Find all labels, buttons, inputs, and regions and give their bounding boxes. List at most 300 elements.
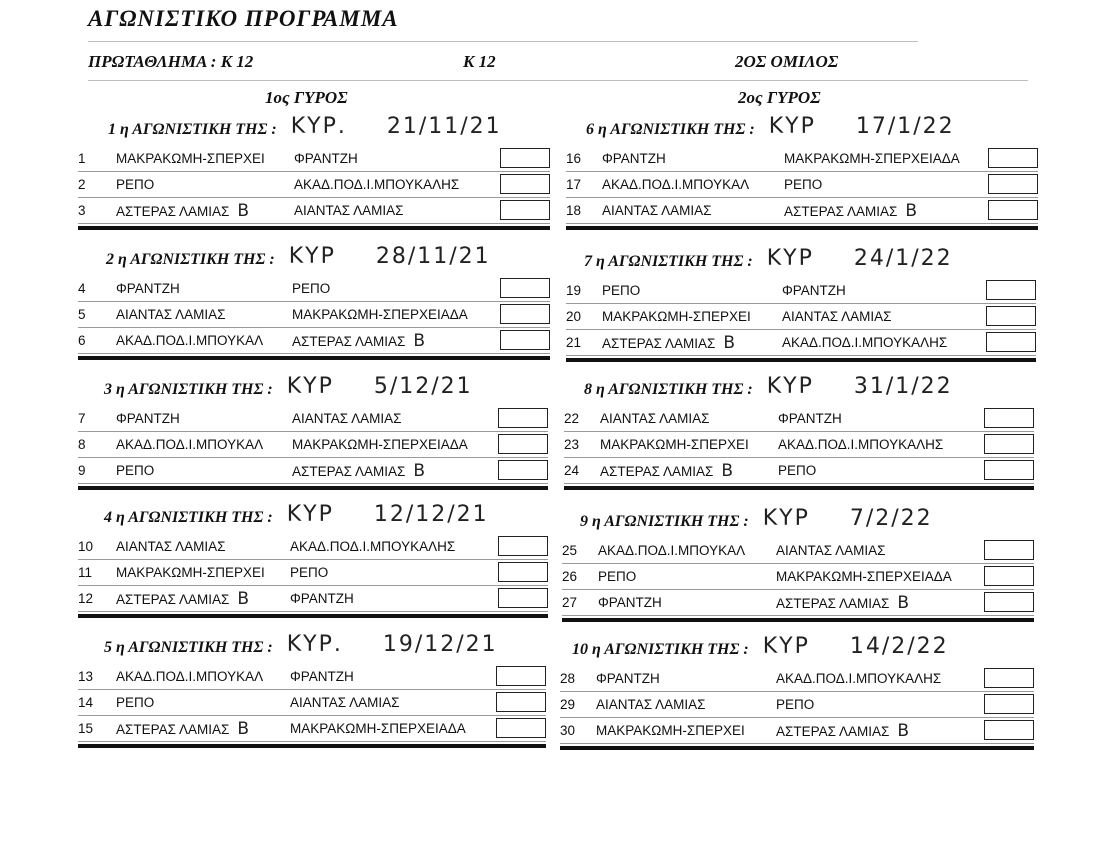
away-team: [776, 692, 814, 718]
handwritten-venue: ΚΥΡ: [768, 114, 816, 139]
away-team-name: ΦΡΑΝΤΖΗ: [290, 591, 354, 606]
group-label: 2ΟΣ ΟΜΙΛΟΣ: [735, 52, 839, 71]
handwritten-venue: ΚΥΡ: [762, 506, 810, 531]
match-number: 24: [564, 463, 580, 478]
away-team-name: ΡΕΠΟ: [784, 177, 823, 192]
matchday-header: [562, 506, 1034, 536]
match-row: [78, 458, 548, 484]
match-row: [560, 692, 1034, 718]
away-team: [294, 172, 459, 198]
away-team: [292, 328, 425, 355]
matchday-label: 6 η ΑΓΩΝΙΣΤΙΚΗ ΤΗΣ :: [586, 121, 755, 138]
home-team-name: ΡΕΠΟ: [116, 695, 155, 710]
match-number: 26: [562, 569, 578, 584]
handwritten-venue: ΚΥΡ: [762, 634, 810, 659]
score-box[interactable]: [496, 692, 546, 712]
home-team: [116, 198, 249, 225]
home-team-name: ΦΡΑΝΤΖΗ: [116, 411, 180, 426]
home-team-name: ΡΕΠΟ: [116, 463, 155, 478]
handwritten-mark: B: [237, 589, 249, 609]
away-team-name: ΑΚΑΔ.ΠΟΔ.Ι.ΜΠΟΥΚΑΛΗΣ: [294, 177, 460, 192]
home-team-name: ΡΕΠΟ: [116, 177, 155, 192]
away-team: [294, 198, 403, 224]
home-team: [116, 406, 180, 432]
score-box[interactable]: [984, 540, 1034, 560]
home-team-name: ΜΑΚΡΑΚΩΜΗ-ΣΠΕΡΧΕΙ: [116, 565, 265, 580]
away-team-name: ΑΣΤΕΡΑΣ ΛΑΜΙΑΣ: [776, 724, 890, 739]
matchday-label: 10 η ΑΓΩΝΙΣΤΙΚΗ ΤΗΣ :: [572, 641, 749, 658]
handwritten-venue: ΚΥΡ: [286, 374, 334, 399]
away-team: [784, 198, 917, 225]
match-row: [78, 302, 550, 328]
handwritten-mark: B: [413, 461, 425, 481]
home-team: [116, 534, 225, 560]
away-team: [292, 302, 468, 328]
score-box[interactable]: [498, 460, 548, 480]
match-number: 11: [78, 565, 93, 580]
match-number: 3: [78, 203, 86, 218]
match-row: [566, 198, 1038, 224]
away-team-name: ΑΣΤΕΡΑΣ ΛΑΜΙΑΣ: [292, 464, 406, 479]
match-row: [78, 406, 548, 432]
row-divider: [562, 615, 1034, 616]
row-divider: [566, 355, 1036, 356]
matchday-label: 3 η ΑΓΩΝΙΣΤΙΚΗ ΤΗΣ :: [104, 381, 273, 398]
away-team: [292, 406, 401, 432]
section-rule: [78, 356, 550, 360]
section-rule: [78, 226, 550, 230]
match-row: [562, 538, 1034, 564]
match-number: 13: [78, 669, 94, 684]
away-team-name: ΜΑΚΡΑΚΩΜΗ-ΣΠΕΡΧΕΙΑΔΑ: [784, 151, 960, 166]
home-team-name: ΑΙΑΝΤΑΣ ΛΑΜΙΑΣ: [116, 539, 226, 554]
handwritten-date: 12/12/21: [373, 502, 489, 527]
match-row: [78, 146, 550, 172]
home-team-name: ΑΣΤΕΡΑΣ ΛΑΜΙΑΣ: [602, 336, 716, 351]
matchday-block: [564, 374, 1034, 496]
handwritten-date-note: [763, 634, 949, 659]
score-box[interactable]: [500, 304, 550, 324]
matchday-header: [78, 502, 548, 532]
away-team-name: ΦΡΑΝΤΖΗ: [778, 411, 842, 426]
match-number: 25: [562, 543, 578, 558]
score-box[interactable]: [500, 200, 550, 220]
matchday-block: [566, 246, 1036, 368]
match-row: [78, 276, 550, 302]
away-team: [290, 534, 455, 560]
home-team: [116, 690, 154, 716]
handwritten-date: 5/12/21: [373, 374, 473, 399]
away-team-name: ΑΚΑΔ.ΠΟΔ.Ι.ΜΠΟΥΚΑΛΗΣ: [782, 335, 948, 350]
matchday-header: [78, 374, 548, 404]
away-team-name: ΑΣΤΕΡΑΣ ΛΑΜΙΑΣ: [776, 596, 890, 611]
home-team-name: ΜΑΚΡΑΚΩΜΗ-ΣΠΕΡΧΕΙ: [602, 309, 751, 324]
home-team-name: ΑΣΤΕΡΑΣ ΛΑΜΙΑΣ: [600, 464, 714, 479]
matchday-label: 9 η ΑΓΩΝΙΣΤΙΚΗ ΤΗΣ :: [580, 513, 749, 530]
away-team: [290, 560, 328, 586]
home-team-name: ΦΡΑΝΤΖΗ: [596, 671, 660, 686]
match-row: [562, 564, 1034, 590]
match-row: [78, 586, 548, 612]
home-team-name: ΦΡΑΝΤΖΗ: [602, 151, 666, 166]
away-team-name: ΡΕΠΟ: [290, 565, 329, 580]
match-number: 5: [78, 307, 86, 322]
match-number: 29: [560, 697, 576, 712]
matchday-label: 2 η ΑΓΩΝΙΣΤΙΚΗ ΤΗΣ :: [106, 251, 275, 268]
score-box[interactable]: [500, 148, 550, 168]
away-team-name: ΜΑΚΡΑΚΩΜΗ-ΣΠΕΡΧΕΙΑΔΑ: [292, 307, 468, 322]
match-row: [78, 198, 550, 224]
score-box[interactable]: [500, 278, 550, 298]
handwritten-mark: B: [905, 201, 917, 221]
match-number: 18: [566, 203, 582, 218]
home-team-name: ΑΣΤΕΡΑΣ ΛΑΜΙΑΣ: [116, 592, 230, 607]
home-team: [116, 458, 154, 484]
section-rule: [78, 744, 546, 748]
handwritten-mark: B: [413, 331, 425, 351]
matchday-label: 1 η ΑΓΩΝΙΣΤΙΚΗ ΤΗΣ :: [108, 121, 277, 138]
handwritten-date: 21/11/21: [386, 114, 502, 139]
score-box[interactable]: [986, 280, 1036, 300]
first-round-heading: 1ος ΓΥΡΟΣ: [265, 88, 348, 107]
row-divider: [78, 611, 548, 612]
match-number: 22: [564, 411, 580, 426]
section-rule: [560, 746, 1034, 750]
score-box[interactable]: [984, 668, 1034, 688]
home-team: [116, 146, 265, 172]
away-team-name: ΑΣΤΕΡΑΣ ΛΑΜΙΑΣ: [784, 204, 898, 219]
row-divider: [78, 223, 550, 224]
match-number: 15: [78, 721, 94, 736]
handwritten-date-note: [287, 502, 489, 527]
matchday-header: [78, 632, 546, 662]
home-team: [116, 328, 263, 354]
home-team-name: ΑΙΑΝΤΑΣ ΛΑΜΙΑΣ: [596, 697, 706, 712]
home-team: [602, 278, 640, 304]
score-box[interactable]: [498, 536, 548, 556]
match-row: [78, 664, 546, 690]
info-rule: [88, 80, 1028, 81]
away-team-name: ΜΑΚΡΑΚΩΜΗ-ΣΠΕΡΧΕΙΑΔΑ: [292, 437, 468, 452]
handwritten-date-note: [289, 244, 491, 269]
matchday-header: [560, 634, 1034, 664]
handwritten-date: 14/2/22: [849, 634, 949, 659]
match-row: [564, 432, 1034, 458]
away-team: [784, 172, 822, 198]
score-box[interactable]: [496, 718, 546, 738]
handwritten-date-note: [287, 374, 473, 399]
away-team: [290, 690, 399, 716]
home-team-name: ΡΕΠΟ: [602, 283, 641, 298]
score-box[interactable]: [500, 330, 550, 350]
home-team-name: ΑΣΤΕΡΑΣ ΛΑΜΙΑΣ: [116, 204, 230, 219]
score-box[interactable]: [984, 408, 1034, 428]
matchday-label: 8 η ΑΓΩΝΙΣΤΙΚΗ ΤΗΣ :: [584, 381, 753, 398]
section-rule: [78, 486, 548, 490]
matchday-label: 7 η ΑΓΩΝΙΣΤΙΚΗ ΤΗΣ :: [584, 253, 753, 270]
away-team-name: ΡΕΠΟ: [292, 281, 331, 296]
home-team-name: ΑΚΑΔ.ΠΟΔ.Ι.ΜΠΟΥΚΑΛ: [598, 543, 746, 558]
home-team-name: ΑΚΑΔ.ΠΟΔ.Ι.ΜΠΟΥΚΑΛ: [602, 177, 750, 192]
score-box[interactable]: [988, 200, 1038, 220]
away-team: [776, 538, 885, 564]
away-team: [784, 146, 960, 172]
score-box[interactable]: [498, 588, 548, 608]
match-number: 10: [78, 539, 94, 554]
match-number: 1: [78, 151, 86, 166]
handwritten-mark: B: [721, 461, 733, 481]
match-row: [78, 560, 548, 586]
handwritten-date: 19/12/21: [382, 632, 498, 657]
away-team: [290, 664, 354, 690]
away-team-name: ΦΡΑΝΤΖΗ: [290, 669, 354, 684]
match-row: [566, 304, 1036, 330]
handwritten-mark: B: [897, 721, 909, 741]
match-row: [566, 278, 1036, 304]
away-team-name: ΑΚΑΔ.ΠΟΔ.Ι.ΜΠΟΥΚΑΛΗΣ: [778, 437, 944, 452]
home-team-name: ΑΙΑΝΤΑΣ ΛΑΜΙΑΣ: [116, 307, 226, 322]
handwritten-date: 7/2/22: [849, 506, 933, 531]
home-team: [602, 146, 666, 172]
handwritten-venue: ΚΥΡ: [286, 502, 334, 527]
section-rule: [78, 614, 548, 618]
away-team: [290, 586, 354, 612]
match-number: 19: [566, 283, 582, 298]
score-box[interactable]: [984, 592, 1034, 612]
away-team: [290, 716, 466, 742]
away-team: [782, 304, 891, 330]
away-team-name: ΑΙΑΝΤΑΣ ΛΑΜΙΑΣ: [290, 695, 400, 710]
home-team: [602, 330, 735, 357]
score-box[interactable]: [986, 306, 1036, 326]
home-team-name: ΑΙΑΝΤΑΣ ΛΑΜΙΑΣ: [600, 411, 710, 426]
match-row: [78, 172, 550, 198]
away-team-name: ΑΚΑΔ.ΠΟΔ.Ι.ΜΠΟΥΚΑΛΗΣ: [776, 671, 942, 686]
second-round-heading: 2ος ΓΥΡΟΣ: [738, 88, 821, 107]
handwritten-venue: ΚΥΡ.: [290, 114, 347, 139]
handwritten-date: 17/1/22: [855, 114, 955, 139]
home-team: [596, 692, 705, 718]
matchday-block: [560, 634, 1034, 756]
match-number: 21: [566, 335, 582, 350]
match-number: 17: [566, 177, 582, 192]
away-team-name: ΑΙΑΝΤΑΣ ΛΑΜΙΑΣ: [782, 309, 892, 324]
home-team: [600, 432, 749, 458]
home-team: [116, 716, 249, 743]
home-team: [600, 406, 709, 432]
title-rule: [88, 41, 918, 42]
match-number: 28: [560, 671, 576, 686]
home-team: [116, 276, 180, 302]
home-team: [602, 198, 711, 224]
match-row: [78, 690, 546, 716]
matchday-header: [78, 244, 550, 274]
match-row: [566, 146, 1038, 172]
section-rule: [566, 226, 1038, 230]
home-team: [598, 564, 636, 590]
row-divider: [78, 483, 548, 484]
away-team: [292, 432, 468, 458]
home-team-name: ΑΣΤΕΡΑΣ ΛΑΜΙΑΣ: [116, 722, 230, 737]
document-title: ΑΓΩΝΙΣΤΙΚΟ ΠΡΟΓΡΑΜΜΑ: [88, 6, 399, 31]
away-team-name: ΑΣΤΕΡΑΣ ΛΑΜΙΑΣ: [292, 334, 406, 349]
handwritten-date-note: [287, 632, 498, 657]
home-team: [596, 718, 745, 744]
handwritten-date: 28/11/21: [375, 244, 491, 269]
handwritten-date-note: [763, 506, 933, 531]
away-team-name: ΦΡΑΝΤΖΗ: [294, 151, 358, 166]
handwritten-date: 24/1/22: [853, 246, 953, 271]
home-team: [116, 302, 225, 328]
handwritten-mark: B: [237, 719, 249, 739]
home-team-name: ΡΕΠΟ: [598, 569, 637, 584]
home-team-name: ΜΑΚΡΑΚΩΜΗ-ΣΠΕΡΧΕΙ: [596, 723, 745, 738]
handwritten-date-note: [767, 246, 953, 271]
away-team-name: ΑΙΑΝΤΑΣ ΛΑΜΙΑΣ: [292, 411, 402, 426]
section-rule: [564, 486, 1034, 490]
home-team: [600, 458, 733, 485]
match-number: 16: [566, 151, 582, 166]
matchday-block: [78, 114, 550, 236]
home-team-name: ΦΡΑΝΤΖΗ: [598, 595, 662, 610]
match-number: 7: [78, 411, 86, 426]
row-divider: [566, 223, 1038, 224]
home-team-name: ΦΡΑΝΤΖΗ: [116, 281, 180, 296]
matchday-block: [78, 374, 548, 496]
match-row: [560, 718, 1034, 744]
score-box[interactable]: [496, 666, 546, 686]
match-row: [566, 172, 1038, 198]
match-number: 23: [564, 437, 580, 452]
away-team-name: ΑΚΑΔ.ΠΟΔ.Ι.ΜΠΟΥΚΑΛΗΣ: [290, 539, 456, 554]
matchday-label: 5 η ΑΓΩΝΙΣΤΙΚΗ ΤΗΣ :: [104, 639, 273, 656]
away-team-name: ΜΑΚΡΑΚΩΜΗ-ΣΠΕΡΧΕΙΑΔΑ: [776, 569, 952, 584]
handwritten-venue: ΚΥΡ: [766, 374, 814, 399]
away-team-name: ΑΙΑΝΤΑΣ ΛΑΜΙΑΣ: [776, 543, 886, 558]
match-number: 14: [78, 695, 94, 710]
away-team: [776, 564, 952, 590]
matchday-header: [566, 114, 1038, 144]
score-box[interactable]: [984, 434, 1034, 454]
match-number: 30: [560, 723, 576, 738]
home-team-name: ΑΚΑΔ.ΠΟΔ.Ι.ΜΠΟΥΚΑΛ: [116, 669, 264, 684]
match-row: [566, 330, 1036, 356]
home-team: [602, 172, 749, 198]
home-team: [598, 538, 745, 564]
score-box[interactable]: [984, 694, 1034, 714]
home-team: [116, 172, 154, 198]
row-divider: [78, 741, 546, 742]
away-team-name: ΦΡΑΝΤΖΗ: [782, 283, 846, 298]
matchday-header: [566, 246, 1036, 276]
score-box[interactable]: [988, 174, 1038, 194]
matchday-block: [562, 506, 1034, 628]
score-box[interactable]: [500, 174, 550, 194]
handwritten-mark: B: [723, 333, 735, 353]
home-team: [116, 432, 263, 458]
match-number: 4: [78, 281, 86, 296]
away-team: [778, 432, 943, 458]
handwritten-venue: ΚΥΡ: [288, 244, 336, 269]
away-team: [778, 406, 842, 432]
away-team: [294, 146, 358, 172]
home-team: [598, 590, 662, 616]
away-team-name: ΡΕΠΟ: [778, 463, 817, 478]
handwritten-venue: ΚΥΡ.: [286, 632, 343, 657]
score-box[interactable]: [498, 408, 548, 428]
match-number: 27: [562, 595, 578, 610]
home-team: [596, 666, 660, 692]
away-team: [776, 666, 941, 692]
home-team: [602, 304, 751, 330]
home-team-name: ΑΙΑΝΤΑΣ ΛΑΜΙΑΣ: [602, 203, 712, 218]
match-number: 6: [78, 333, 86, 348]
matchday-label: 4 η ΑΓΩΝΙΣΤΙΚΗ ΤΗΣ :: [104, 509, 273, 526]
score-box[interactable]: [984, 460, 1034, 480]
handwritten-date-note: [769, 114, 955, 139]
match-row: [78, 716, 546, 742]
match-row: [78, 432, 548, 458]
score-box[interactable]: [498, 562, 548, 582]
match-number: 20: [566, 309, 582, 324]
matchday-header: [564, 374, 1034, 404]
match-row: [78, 328, 550, 354]
away-team-name: ΡΕΠΟ: [776, 697, 815, 712]
home-team-name: ΜΑΚΡΑΚΩΜΗ-ΣΠΕΡΧΕΙ: [116, 151, 265, 166]
away-team-name: ΑΙΑΝΤΑΣ ΛΑΜΙΑΣ: [294, 203, 404, 218]
away-team: [776, 590, 909, 617]
category-label: Κ 12: [463, 52, 496, 71]
match-row: [560, 666, 1034, 692]
match-row: [564, 406, 1034, 432]
row-divider: [560, 743, 1034, 744]
home-team: [116, 560, 265, 586]
away-team: [782, 278, 846, 304]
match-row: [562, 590, 1034, 616]
score-box[interactable]: [984, 566, 1034, 586]
matchday-block: [78, 632, 546, 754]
matchday-block: [78, 502, 548, 624]
handwritten-date-note: [291, 114, 502, 139]
match-row: [564, 458, 1034, 484]
away-team: [778, 458, 816, 484]
home-team-name: ΜΑΚΡΑΚΩΜΗ-ΣΠΕΡΧΕΙ: [600, 437, 749, 452]
home-team-name: ΑΚΑΔ.ΠΟΔ.Ι.ΜΠΟΥΚΑΛ: [116, 437, 264, 452]
matchday-header: [78, 114, 550, 144]
handwritten-date: 31/1/22: [853, 374, 953, 399]
handwritten-mark: B: [237, 201, 249, 221]
away-team-name: ΜΑΚΡΑΚΩΜΗ-ΣΠΕΡΧΕΙΑΔΑ: [290, 721, 466, 736]
away-team: [292, 458, 425, 485]
matchday-block: [566, 114, 1038, 236]
score-box[interactable]: [986, 332, 1036, 352]
match-row: [78, 534, 548, 560]
championship-label: ΠΡΩΤΑΘΛΗΜΑ : Κ 12: [88, 52, 254, 71]
matchday-block: [78, 244, 550, 366]
match-number: 9: [78, 463, 86, 478]
match-number: 2: [78, 177, 86, 192]
home-team: [116, 664, 263, 690]
score-box[interactable]: [984, 720, 1034, 740]
handwritten-venue: ΚΥΡ: [766, 246, 814, 271]
section-rule: [562, 618, 1034, 622]
handwritten-date-note: [767, 374, 953, 399]
match-number: 8: [78, 437, 86, 452]
row-divider: [564, 483, 1034, 484]
away-team: [782, 330, 947, 356]
score-box[interactable]: [988, 148, 1038, 168]
score-box[interactable]: [498, 434, 548, 454]
